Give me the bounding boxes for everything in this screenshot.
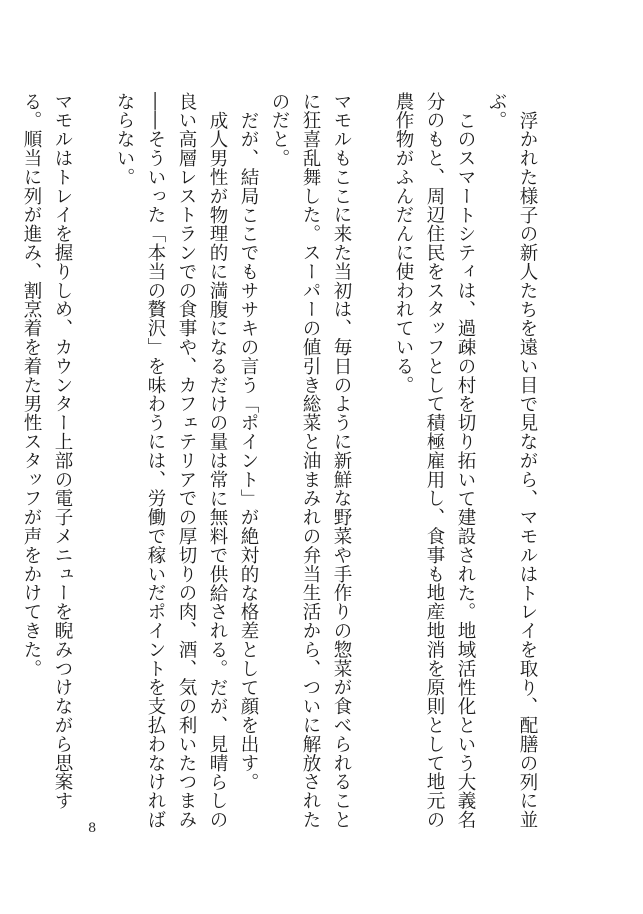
paragraph-gap	[78, 92, 109, 842]
paragraph-1: 浮かれた様子の新人たちを遠い目で見ながら、マモルはトレイを取り、配膳の列に並ぶ。	[486, 92, 538, 829]
paragraph-3: マモルもここに来た当初は、毎日のように新鮮な野菜や手作りの惣菜が食べられることに狂喜乱舞した。スーパーの値引き総菜と油まみれの弁当生活から、ついに解放されたのだと。	[269, 92, 352, 830]
paragraph-gap	[0, 92, 16, 842]
paragraph-6: マモルはトレイを握りしめ、カウンター上部の電子メニューを睨みつけながら思案する。順当に列が進み、割烹着を着た男性スタッフが声をかけてきた。	[21, 92, 73, 811]
paragraph-4: だが、結局ここでもササキの言う「ポイント」が絶対的な格差として顔を出す。	[238, 110, 259, 791]
vertical-text-body	[21, 92, 543, 842]
page-number: 8	[88, 821, 97, 836]
paragraph-5: 成人男性が物理的に満腹になるだけの量は常に無料で供給される。だが、見晴らしの良い高層レストランでの食事や、カフェテリアでの厚切りの肉、酒、気の利いたつまみ――そういった「本当の贅沢」を味わうには、労働で稼いだポイントを支払わなければならない。	[114, 92, 228, 830]
paragraph-gap	[357, 92, 388, 842]
paragraph-2: このスマートシティは、過疎の村を切り拓いて建設された。地域活性化という大義名分のもと、周辺住民をスタッフとして積極雇用し、食事も地産地消を原則として地元の農作物がふんだんに使われている。	[393, 92, 476, 830]
